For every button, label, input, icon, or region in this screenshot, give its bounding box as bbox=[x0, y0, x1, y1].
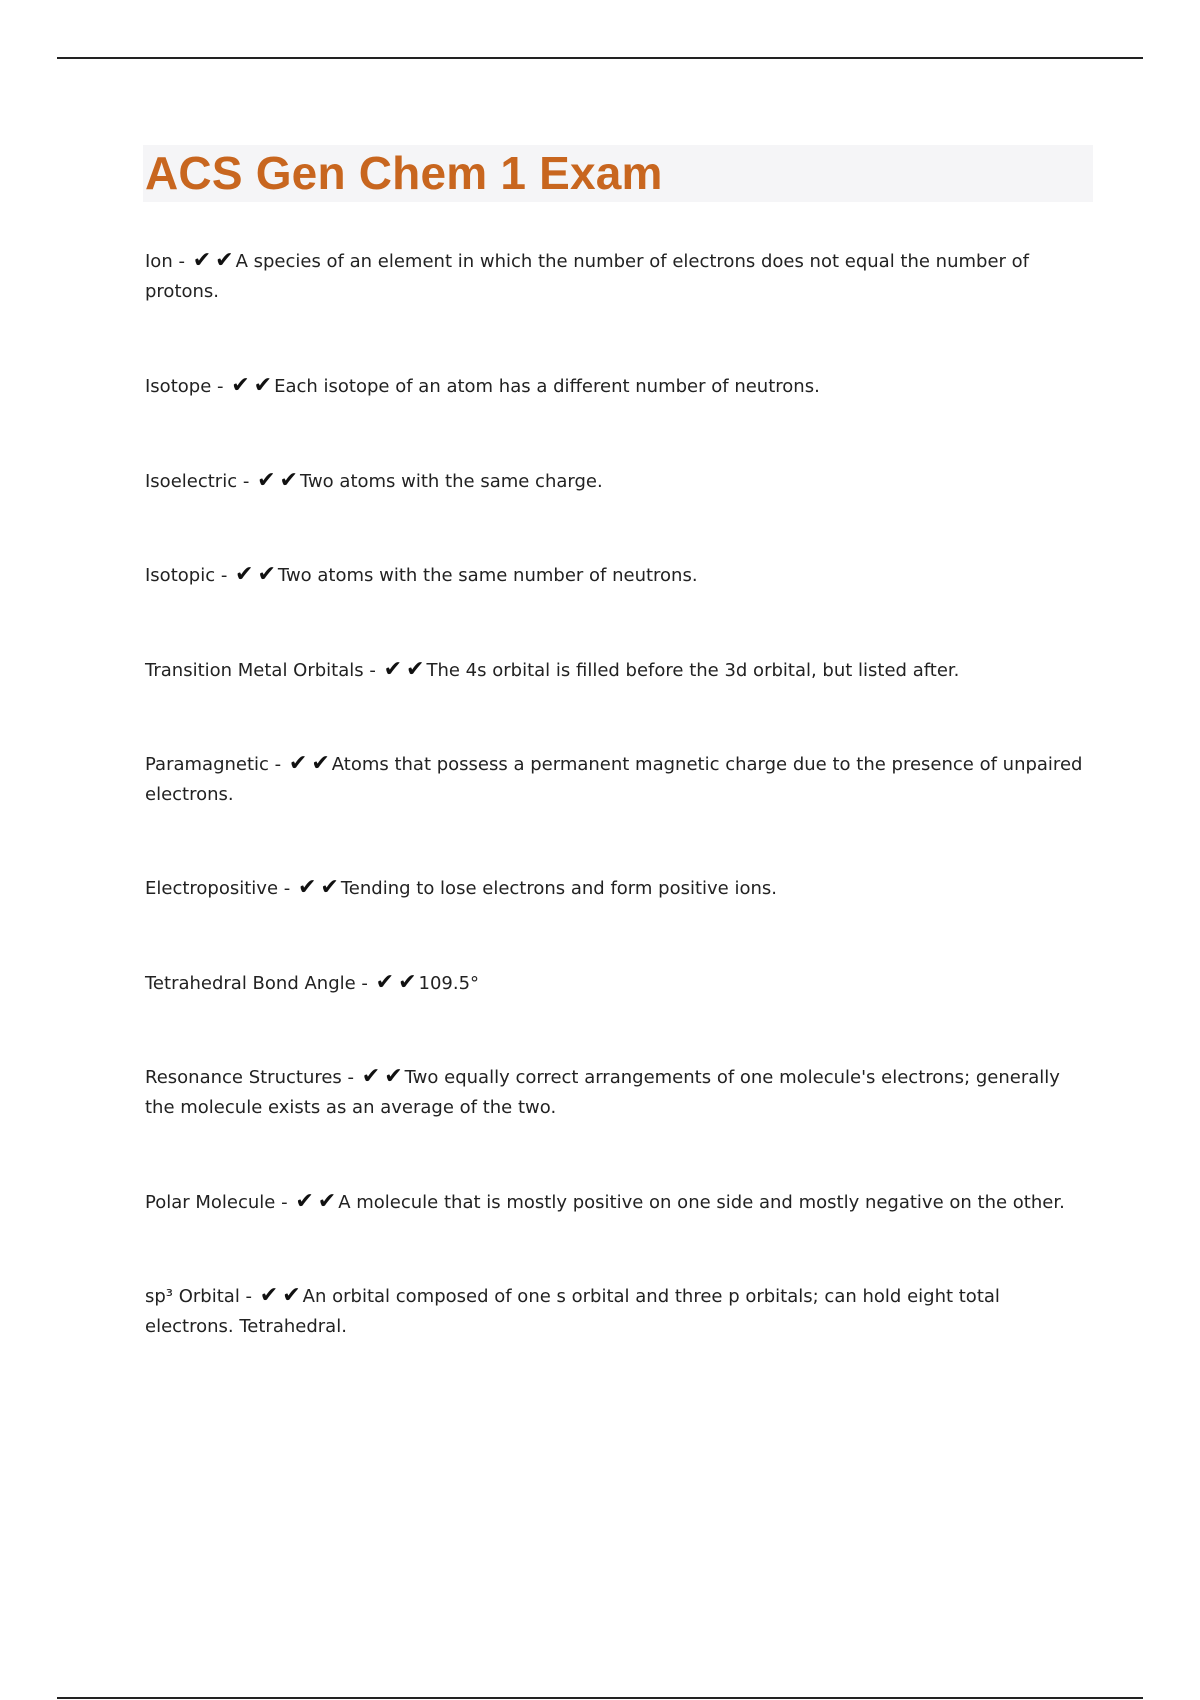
term: Isoelectric bbox=[145, 471, 238, 492]
separator: - bbox=[239, 1286, 258, 1307]
check-icon: ✔ bbox=[257, 562, 276, 587]
definition: Two atoms with the same number of neutrons. bbox=[277, 565, 698, 586]
term: Polar Molecule bbox=[145, 1192, 276, 1213]
check-icon: ✔ bbox=[215, 248, 234, 273]
check-icon: ✔ bbox=[320, 875, 339, 900]
flashcard-list bbox=[145, 246, 1090, 1342]
list-item bbox=[145, 1187, 1090, 1218]
bottom-rule bbox=[57, 1697, 1143, 1699]
definition: Each isotope of an atom has a different number of neutrons. bbox=[274, 376, 820, 397]
separator: - bbox=[268, 754, 287, 775]
term: Isotope bbox=[145, 376, 212, 397]
check-icon: ✔ bbox=[297, 875, 317, 900]
list-item bbox=[145, 873, 1090, 904]
term: sp³ Orbital bbox=[145, 1286, 240, 1307]
definition: The 4s orbital is filled before the 3d orbital, but listed after. bbox=[426, 660, 960, 681]
list-item bbox=[145, 968, 1090, 999]
separator: - bbox=[215, 565, 234, 586]
list-item bbox=[145, 246, 1090, 307]
check-icon: ✔ bbox=[282, 1283, 301, 1308]
top-rule bbox=[57, 57, 1143, 59]
check-icon: ✔ bbox=[192, 248, 212, 273]
list-item bbox=[145, 560, 1090, 591]
definition: A species of an element in which the number of electrons does not equal the number of protons. bbox=[145, 251, 1030, 302]
definition: An orbital composed of one s orbital and three p orbitals; can hold eight total electrons. Tetrahedral. bbox=[145, 1286, 1000, 1337]
check-icon: ✔ bbox=[384, 1064, 403, 1089]
separator: - bbox=[211, 376, 230, 397]
check-icon: ✔ bbox=[383, 657, 403, 682]
check-icon: ✔ bbox=[317, 1189, 337, 1214]
term: Transition Metal Orbitals bbox=[145, 660, 364, 681]
check-icon: ✔ bbox=[295, 1189, 314, 1214]
check-icon: ✔ bbox=[311, 751, 330, 776]
list-item bbox=[145, 1281, 1090, 1342]
definition: 109.5° bbox=[418, 973, 480, 994]
separator: - bbox=[275, 1192, 294, 1213]
separator: - bbox=[355, 973, 374, 994]
separator: - bbox=[237, 471, 256, 492]
check-icon: ✔ bbox=[406, 657, 425, 682]
check-icon: ✔ bbox=[398, 970, 417, 995]
separator: - bbox=[172, 251, 191, 272]
list-item bbox=[145, 371, 1090, 402]
definition: Tending to lose electrons and form positive ions. bbox=[340, 878, 777, 899]
check-icon: ✔ bbox=[361, 1064, 381, 1089]
check-icon: ✔ bbox=[235, 562, 254, 587]
term: Ion bbox=[145, 251, 173, 272]
check-icon: ✔ bbox=[231, 373, 250, 398]
separator: - bbox=[341, 1067, 360, 1088]
term: Tetrahedral Bond Angle bbox=[145, 973, 356, 994]
separator: - bbox=[278, 878, 296, 899]
definition: Two atoms with the same charge. bbox=[299, 471, 603, 492]
check-icon: ✔ bbox=[288, 751, 308, 776]
check-icon: ✔ bbox=[279, 468, 298, 493]
check-icon: ✔ bbox=[259, 1283, 279, 1308]
definition: A molecule that is mostly positive on one side and mostly negative on the other. bbox=[338, 1192, 1065, 1213]
separator: - bbox=[363, 660, 382, 681]
definition: Atoms that possess a permanent magnetic charge due to the presence of unpaired electrons. bbox=[145, 754, 1083, 805]
term: Paramagnetic bbox=[145, 754, 269, 775]
list-item bbox=[145, 655, 1090, 686]
list-item bbox=[145, 466, 1090, 497]
document-title: ACS Gen Chem 1 Exam bbox=[145, 147, 663, 199]
check-icon: ✔ bbox=[253, 373, 273, 398]
check-icon: ✔ bbox=[257, 468, 276, 493]
term: Electropositive bbox=[145, 878, 279, 899]
term: Isotopic bbox=[145, 565, 216, 586]
list-item bbox=[145, 1062, 1090, 1123]
term: Resonance Structures bbox=[145, 1067, 342, 1088]
definition: Two equally correct arrangements of one molecule's electrons; generally the molecule exists as an average of the two. bbox=[145, 1067, 1060, 1118]
list-item bbox=[145, 749, 1090, 810]
check-icon: ✔ bbox=[375, 970, 395, 995]
